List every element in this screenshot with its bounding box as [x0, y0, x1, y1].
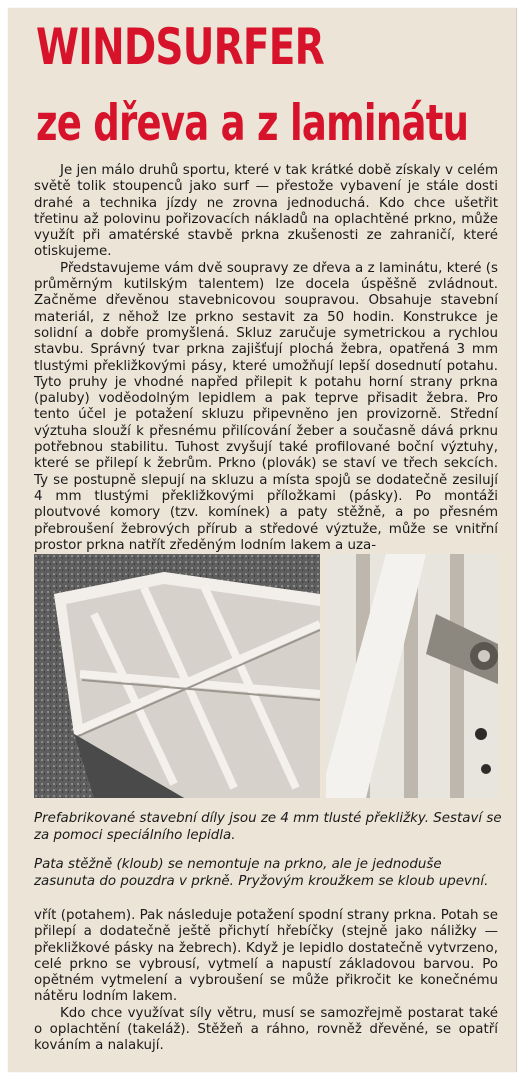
- photo-strip: [34, 554, 498, 798]
- paragraph-intro: Je jen málo druhů sportu, které v tak krátké době získaly v celém světě tolik stoupenců jako surf — přestože vybavení je stále dosti drahé a technika jízdy ne zrovna jednoduchá. Kdo chce ušetřit třetinu až polovinu pořizovacích nákladů na oplachtěné prkno, může využít při amatérské stavbě prkna zkušenosti ze zahraničí, které otiskujeme.: [34, 163, 498, 260]
- mast-joint-photo: [326, 554, 498, 798]
- article-title: WINDSURFER: [36, 18, 324, 76]
- magazine-page: [8, 8, 517, 1072]
- board-frame-photo: [34, 554, 320, 798]
- caption-prefab-parts: Prefabrikované stavební díly jsou ze 4 mm tlusté překližky. Sestaví se za pomoci speciálního lepidla.: [34, 811, 502, 843]
- paragraph-rigging: Kdo chce využívat síly větru, musí se samozřejmě postarat také o oplachtění (takeláž). Stěžeň a ráhno, rovněž dřevěné, se opatří kováním a nalakují.: [34, 1005, 498, 1054]
- caption-mast-foot: Pata stěžně (kloub) se nemontuje na prkno, ale je jednoduše zasunuta do pouzdra v prkně. Pryžovým kroužkem se kloub upevní.: [34, 857, 489, 889]
- article-subtitle: ze dřeva a z laminátu: [36, 94, 469, 152]
- paragraph-kit: Představujeme vám dvě soupravy ze dřeva a z laminátu, které (s průměrným kutilským talentem) lze docela úspěšně zvládnout. Začněme dřevěnou stavebnicovou soupravou. Obsahuje stavební materiál, z něhož lze prkno sestavit za 50 hodin. Konstrukce je solidní a dobře promyšlená. Skluz zaručuje symetrickou a rychlou stavbu. Správný tvar prkna zajišťují plochá žebra, opatřená 3 mm tlustými překližkovými pásy, které umožňují lepší dosednutí potahu. Tyto pruhy je vhodné napřed přilepit k potahu horní strany prkna (paluby) voděodolným lepidlem a pak teprve přisadit žebra. Pro tento účel je potažení skluzu připevněno jen provizorně. Střední výztuha slouží k přesnému přilícování žeber a současně dává prknu potřebnou stabilitu. Tuhost zvyšují také profilované boční výztuhy, které se přilepí k žebrům. Prkno (plovák) se staví ve třech sekcích. Ty se postupně slepují na skluzu a místa spojů se dodatečně zesilují 4 mm tlustými překližkovými příložkami (pásky). Po montáži ploutvové komory (tzv. komínek) a paty stěžně, a po přesném přebroušení žebrových přírub a středové výztuže, může se vnitřní prostor prkna natřít zředěným lodním lakem a uza-: [34, 260, 498, 553]
- paragraph-continued: vřít (potahem). Pak následuje potažení spodní strany prkna. Potah se přilepí a dodatečně ještě přichytí hřebíčky (stejně jako náližky — překližkové pásky na žebrech). Když je lepidlo dostatečně vytvrzeno, celé prkno se vybrousí, vytmelí a napustí základovou barvou. Po opětném vytmelení a vybroušení se může přikročit ke konečnému nátěru lodním lakem.: [34, 908, 498, 1005]
- photo-captions: [34, 810, 504, 902]
- article-intro: [34, 163, 498, 554]
- article-continued: [34, 908, 498, 1055]
